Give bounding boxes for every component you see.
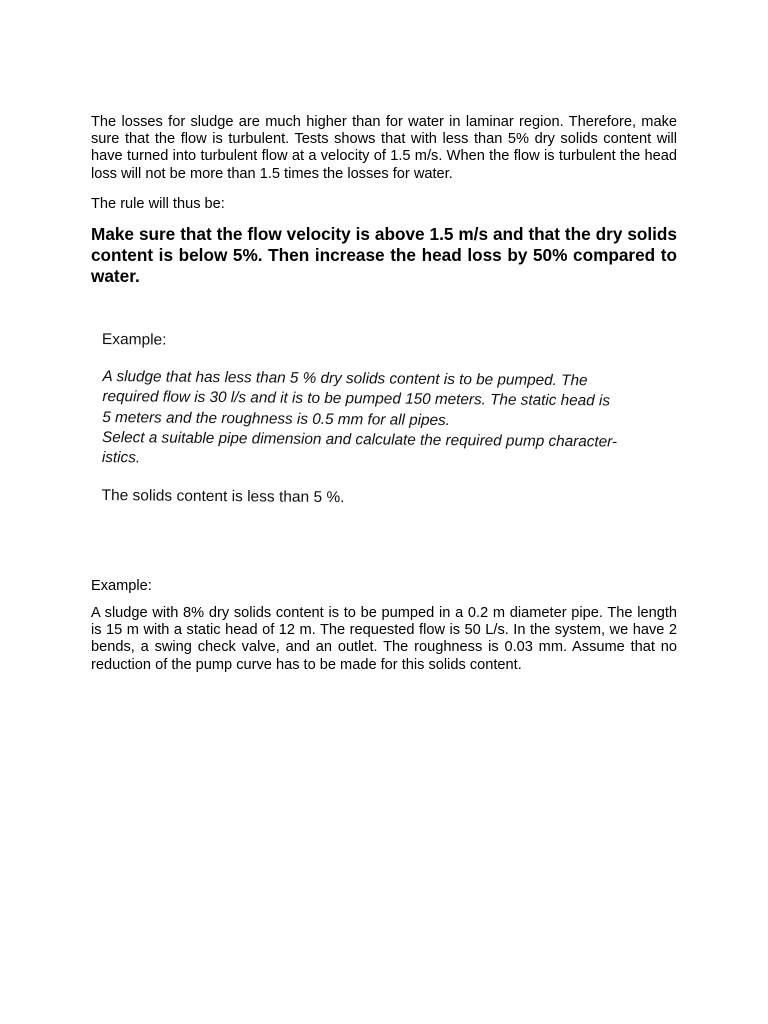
scanned-example-footer: The solids content is less than 5 %.: [101, 487, 345, 507]
scanned-example-line: 5 meters and the roughness is 0.5 mm for all pipes.: [102, 408, 451, 429]
rule-statement: Make sure that the flow velocity is above 1.5 m/s and that the dry solids content is below 5%. Then increase the head loss by 50% compared to water.: [91, 224, 677, 286]
scanned-example-line: Select a suitable pipe dimension and calculate the required pump character-: [101, 428, 618, 451]
example2-title: Example:: [91, 578, 152, 594]
scanned-example-line: required flow is 30 l/s and it is to be pumped 150 meters. The static head is: [102, 388, 611, 410]
example2-body: A sludge with 8% dry solids content is to be pumped in a 0.2 m diameter pipe. The length is 15 m with a static head of 12 m. The requested flow is 50 L/s. In the system, we have 2 bends, a swing check valve, and an outlet. The roughness is 0.03 mm. Assume that no reduction of the pump curve has to be made for this solids content.: [91, 605, 677, 673]
intro-paragraph: The losses for sludge are much higher than for water in laminar region. Therefore, make sure that the flow is turbulent. Tests shows that with less than 5% dry solids content will have turned into turbulent flow at a velocity of 1.5 m/s. When the flow is turbulent the head loss will not be more than 1.5 times the losses for water.: [91, 114, 677, 182]
scanned-example-body: [102, 367, 680, 474]
scanned-example-title: Example:: [101, 331, 167, 349]
scanned-example-excerpt: [98, 330, 680, 512]
scanned-example-line: A sludge that has less than 5 % dry solids content is to be pumped. The: [102, 368, 588, 390]
rule-intro-text: The rule will thus be:: [91, 196, 225, 212]
scanned-example-line: istics.: [101, 449, 141, 467]
